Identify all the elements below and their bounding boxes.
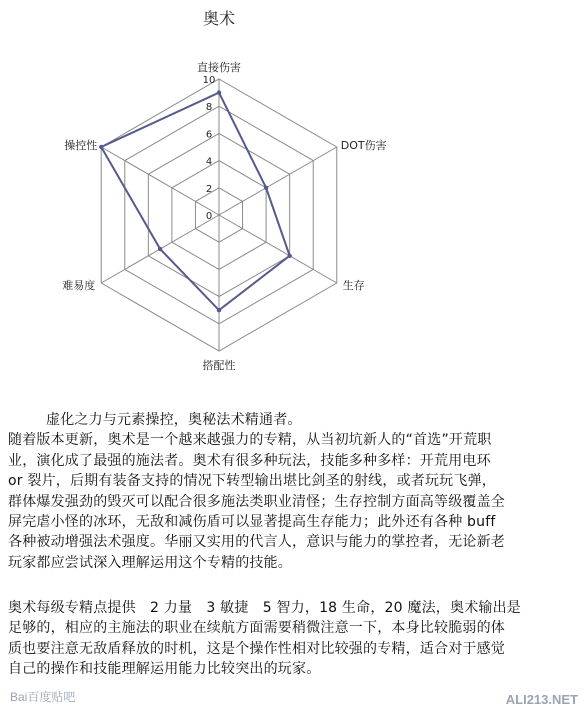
tick-label: 2	[205, 183, 213, 195]
axis-label: 搭配性	[202, 359, 236, 372]
stats-paragraph	[8, 598, 576, 680]
tick-label: 8	[205, 102, 213, 114]
tick-label: 10	[202, 75, 216, 86]
chart-title: 奥术	[202, 9, 236, 28]
text-line: 群体爆发强劲的毁灭可以配合很多施法类职业清怪；生存控制方面高等级覆盖全	[8, 493, 505, 510]
text-line: 虚化之力与元素操控，奥秘法术精通者。	[46, 412, 302, 428]
text-line: 质也要注意无敌盾释放的时机，这是个操作性相对比较强的专精，适合对于感觉	[8, 640, 505, 657]
data-point	[287, 254, 291, 258]
text-line: 奥术每级专精点提供 2 力量 3 敏捷 5 智力，18 生命，20 魔法，奥术输出是	[8, 600, 521, 616]
tick-label: 4	[205, 156, 213, 168]
axis-spoke	[219, 147, 337, 215]
text-line: 各种被动增强法术强度。华丽又实用的代言人，意识与能力的掌控者，无论新老	[8, 534, 505, 551]
data-point	[217, 308, 221, 312]
axis-spoke	[101, 147, 219, 215]
baidu-tieba-watermark: Bai百度贴吧	[10, 690, 76, 704]
intro-paragraph	[8, 410, 576, 573]
text-line: or 裂片，后期有装备支持的情况下转型输出堪比剑圣的射线，或者玩玩飞弹，	[8, 473, 496, 490]
axis-label: 难易度	[62, 279, 96, 292]
text-line: 足够的，相应的主施法的职业在续航方面需要稍微注意一下，本身比较脆弱的体	[8, 620, 505, 637]
tick-label: 6	[205, 129, 213, 141]
data-point	[217, 90, 221, 94]
text-line: 随着版本更新，奥术是一个越来越强力的专精，从当初坑新人的“首选”开荒职	[8, 432, 492, 449]
data-point	[158, 247, 162, 251]
axis-label: DOT伤害	[340, 139, 387, 152]
tick-label: 0	[205, 211, 213, 222]
axis-label: 操控性	[64, 139, 98, 152]
ali213-watermark: ALI213.NET	[505, 692, 578, 707]
text-line: 自己的操作和技能理解运用能力比较突出的玩家。	[8, 661, 321, 678]
text-line: 业，演化成了最强的施法者。奥术有很多种玩法，技能多种多样：开荒用电环	[8, 452, 491, 469]
axis-label: 直接伤害	[197, 61, 241, 74]
data-point	[264, 186, 268, 190]
text-line: 玩家都应尝试深入理解运用这个专精的技能。	[8, 554, 292, 571]
axis-label: 生存	[342, 279, 365, 292]
data-point	[99, 145, 103, 149]
axis-spoke	[219, 215, 337, 283]
text-line: 屏完虐小怪的冰环，无敌和减伤盾可以显著提高生存能力；此外还有各种 buff	[8, 514, 496, 531]
